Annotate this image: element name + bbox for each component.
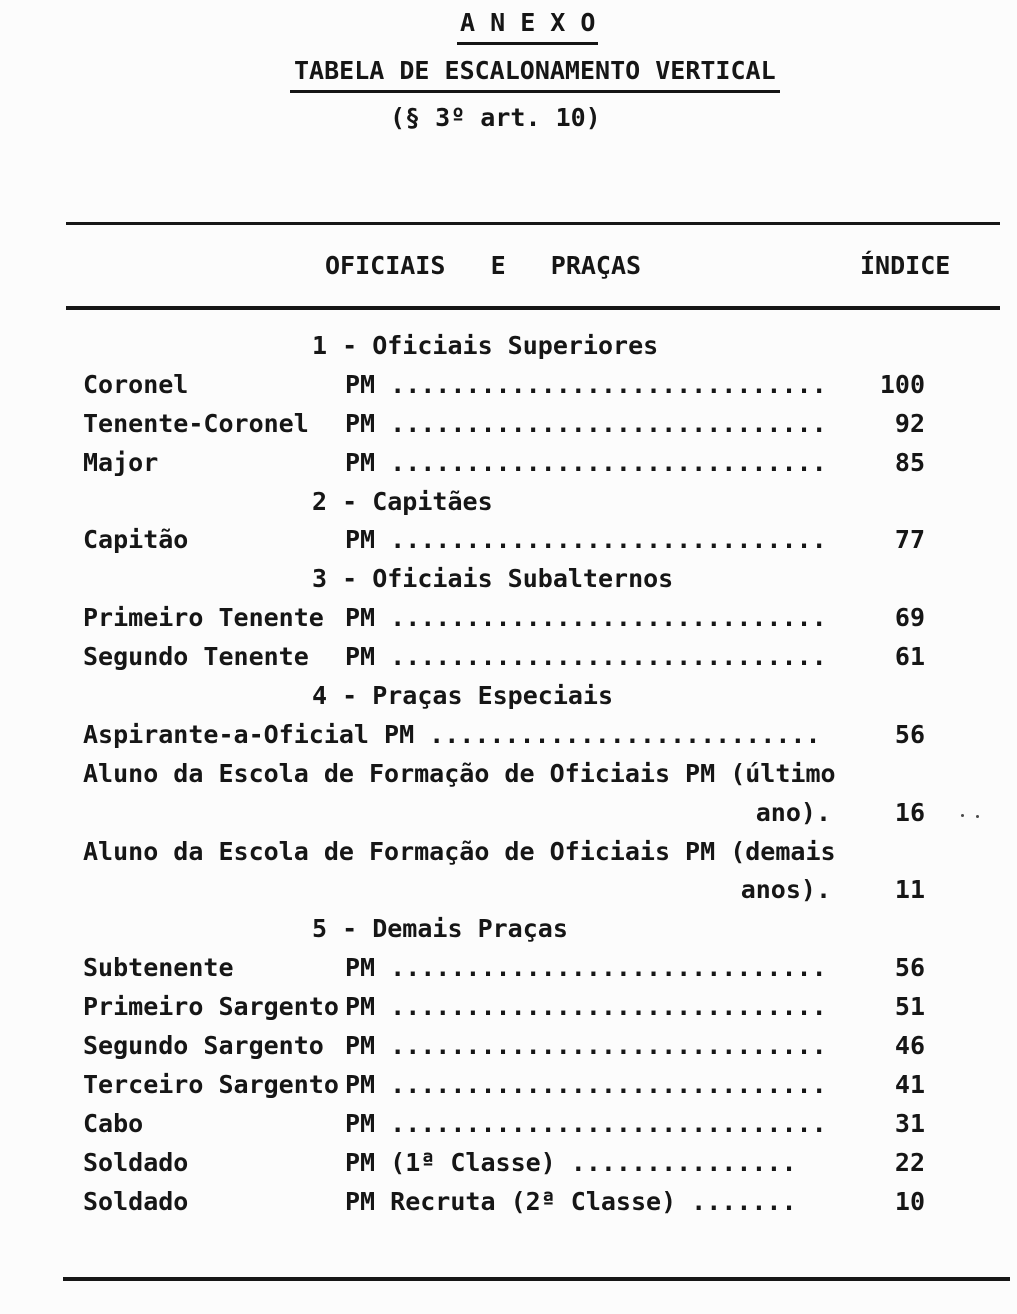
table-top-rule <box>66 222 1000 225</box>
index-value: 100 <box>879 369 925 399</box>
rank-detail-leader: PM ............................. <box>345 1069 827 1099</box>
table-row <box>83 483 925 522</box>
table-row <box>83 755 925 794</box>
table-row <box>83 1183 925 1222</box>
section-heading: 5 - Demais Praças <box>312 914 568 944</box>
table-row <box>83 638 925 677</box>
section-heading: 1 - Oficiais Superiores <box>312 331 659 360</box>
index-value <box>855 833 925 872</box>
table-row <box>83 327 925 366</box>
index-value: 56 <box>894 953 925 983</box>
rank-name: Soldado <box>83 1147 189 1177</box>
table-header-rule <box>66 306 1000 310</box>
rank-name-full: Aspirante-a-Oficial PM .......................... <box>83 719 821 749</box>
rank-detail-leader: PM ............................. <box>345 992 827 1022</box>
table-bottom-rule <box>63 1277 1010 1281</box>
table-body <box>83 327 925 1221</box>
table-row <box>83 1027 925 1066</box>
table-row <box>83 910 925 949</box>
rank-detail-leader: PM ............................. <box>345 408 827 438</box>
rank-detail-leader: PM ............................. <box>345 953 827 983</box>
rank-name: Cabo <box>83 1108 144 1138</box>
table-row <box>83 1066 925 1105</box>
index-value: 10 <box>894 1186 925 1216</box>
rank-detail-leader: PM Recruta (2ª Classe) ....... <box>345 1186 797 1216</box>
index-value: 16 <box>894 797 925 827</box>
table-row <box>83 444 925 483</box>
index-value: 22 <box>894 1147 925 1177</box>
rank-detail-leader: PM ............................. <box>345 642 827 672</box>
index-value: 41 <box>894 1069 925 1099</box>
table-row <box>83 1105 925 1144</box>
rank-name: Subtenente <box>83 953 234 983</box>
rank-name: Terceiro Sargento <box>83 1069 339 1099</box>
rank-name-continuation: anos). <box>740 875 831 905</box>
scan-speck <box>976 815 979 818</box>
rank-name: Major <box>83 447 159 477</box>
rank-name-full: Aluno da Escola de Formação de Oficiais PM (último <box>83 758 836 788</box>
rank-detail-leader: PM ............................. <box>345 369 827 399</box>
table-row <box>83 1144 925 1183</box>
rank-name: Segundo Sargento <box>83 1031 324 1061</box>
rank-detail-leader: PM ............................. <box>345 603 827 633</box>
index-value: 92 <box>894 408 925 438</box>
index-value: 56 <box>894 719 925 749</box>
index-value: 61 <box>894 642 925 672</box>
table-row <box>83 794 925 833</box>
table-row <box>83 833 925 872</box>
section-heading: 4 - Praças Especiais <box>312 681 614 711</box>
index-value: 51 <box>894 992 925 1022</box>
rank-name: Tenente-Coronel <box>83 408 309 438</box>
table-row <box>83 560 925 599</box>
rank-detail-leader: PM ............................. <box>345 1108 827 1138</box>
table-row <box>83 988 925 1027</box>
index-value: 11 <box>894 875 925 905</box>
rank-name: Capitão <box>83 525 189 555</box>
table-row <box>83 716 925 755</box>
scan-speck <box>961 814 964 817</box>
index-value: 31 <box>894 1108 925 1138</box>
index-value <box>855 755 925 794</box>
document-reference: (§ 3º art. 10) <box>390 103 601 132</box>
table-header-indice: ÍNDICE <box>860 251 951 280</box>
table-row <box>83 599 925 638</box>
rank-name-full: Aluno da Escola de Formação de Oficiais PM (demais <box>83 836 836 866</box>
table-header-oficiais-e-pracas: OFICIAIS E PRAÇAS <box>325 251 642 280</box>
rank-detail-leader: PM ............................. <box>345 1031 827 1061</box>
table-row <box>83 677 925 716</box>
rank-name: Soldado <box>83 1186 189 1216</box>
rank-name: Coronel <box>83 369 189 399</box>
index-value: 69 <box>894 603 925 633</box>
table-row <box>83 366 925 405</box>
table-row <box>83 871 925 910</box>
rank-name: Primeiro Sargento <box>83 992 339 1022</box>
document-title: A N E X O <box>457 8 598 45</box>
rank-detail-leader: PM (1ª Classe) ............... <box>345 1147 797 1177</box>
table-row <box>83 405 925 444</box>
rank-detail-leader: PM ............................. <box>345 525 827 555</box>
document-subtitle: TABELA DE ESCALONAMENTO VERTICAL <box>290 56 780 93</box>
rank-detail-leader: PM ............................. <box>345 447 827 477</box>
section-heading: 2 - Capitães <box>312 486 493 516</box>
index-value: 77 <box>894 525 925 555</box>
index-value: 85 <box>894 447 925 477</box>
section-heading: 3 - Oficiais Subalternos <box>312 564 674 594</box>
table-row <box>83 521 925 560</box>
rank-name-continuation: ano). <box>755 797 831 827</box>
table-row <box>83 949 925 988</box>
rank-name: Segundo Tenente <box>83 642 309 672</box>
index-value: 46 <box>894 1031 925 1061</box>
rank-name: Primeiro Tenente <box>83 603 324 633</box>
